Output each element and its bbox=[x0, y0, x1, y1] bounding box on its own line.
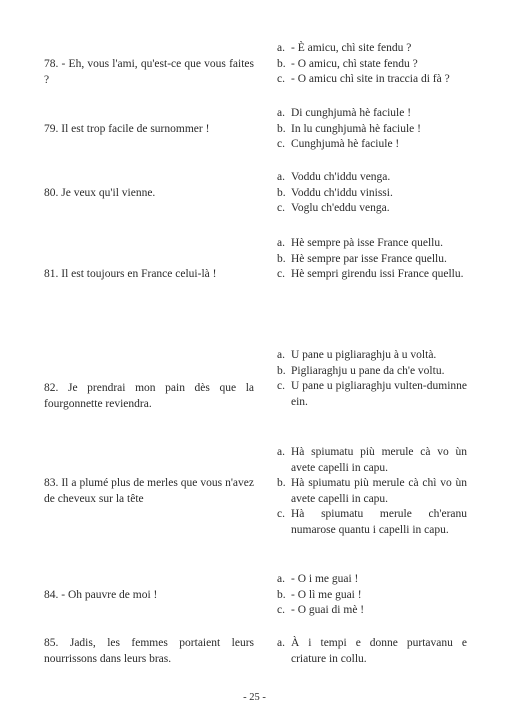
answer-list bbox=[277, 236, 467, 283]
answer-list bbox=[277, 636, 467, 667]
answer-option-b bbox=[277, 588, 467, 604]
answer-letter: b. bbox=[277, 122, 286, 135]
answer-option-a bbox=[277, 445, 467, 476]
answer-option-a bbox=[277, 170, 467, 186]
answer-option-c bbox=[277, 507, 467, 538]
answer-list bbox=[277, 572, 467, 619]
answer-letter: c. bbox=[277, 73, 285, 85]
answer-letter: a. bbox=[277, 349, 285, 361]
question-text: 80. Je veux qu'il vienne. bbox=[44, 187, 156, 199]
answer-text: - È amicu, chì site fendu ? bbox=[291, 42, 412, 54]
page-number: - 25 - bbox=[243, 692, 266, 703]
answer-letter: b. bbox=[277, 364, 286, 377]
answer-text: - O guai di mè ! bbox=[291, 604, 365, 616]
answer-text: À i tempi e donne purtavanu e criature in collu. bbox=[291, 637, 467, 665]
question-text: 85. Jadis, les femmes portaient leurs nourrissons dans leurs bras. bbox=[44, 637, 254, 665]
answer-letter: a. bbox=[277, 107, 285, 119]
question-text: 79. Il est trop facile de surnommer ! bbox=[44, 123, 210, 135]
answer-letter: b. bbox=[277, 186, 286, 199]
answer-letter: c. bbox=[277, 508, 285, 520]
answer-text: In lu cunghjumà hè faciule ! bbox=[291, 122, 421, 135]
answer-letter: a. bbox=[277, 171, 285, 183]
answer-text: Voddu ch'iddu vinissi. bbox=[291, 186, 393, 199]
answer-letter: c. bbox=[277, 138, 285, 150]
answer-list bbox=[277, 445, 467, 538]
answer-option-c bbox=[277, 72, 467, 88]
answer-letter: c. bbox=[277, 268, 285, 280]
answer-list bbox=[277, 170, 467, 217]
answer-option-c bbox=[277, 137, 467, 153]
answer-option-a bbox=[277, 348, 467, 364]
answer-text: - O amicu, chì state fendu ? bbox=[291, 57, 418, 70]
answer-option-a bbox=[277, 41, 467, 57]
answer-text: - O lì me guai ! bbox=[291, 588, 362, 601]
answer-text: U pane u pigliaraghju à u voltà. bbox=[291, 349, 437, 361]
answer-letter: b. bbox=[277, 588, 286, 601]
answer-letter: c. bbox=[277, 202, 285, 214]
answer-option-a bbox=[277, 636, 467, 667]
answer-text: Hè sempre pà isse France quellu. bbox=[291, 237, 444, 249]
answer-option-b bbox=[277, 122, 467, 138]
answer-letter: b. bbox=[277, 477, 286, 489]
answer-text: Hà spiumatu merule ch'eranu numarose quantu i capelli in capu. bbox=[291, 508, 467, 536]
answer-option-c bbox=[277, 379, 467, 410]
answer-option-b bbox=[277, 57, 467, 73]
answer-letter: c. bbox=[277, 604, 285, 616]
answer-option-a bbox=[277, 106, 467, 122]
question-text: 78. - Eh, vous l'ami, qu'est-ce que vous faites ? bbox=[44, 58, 254, 86]
answer-text: - O i me guai ! bbox=[291, 573, 359, 585]
question-text: 82. Je prendrai mon pain dès que la fourgonnette reviendra. bbox=[44, 382, 254, 410]
answer-option-a bbox=[277, 572, 467, 588]
answer-text: Hè sempre par isse France quellu. bbox=[291, 252, 447, 265]
answer-option-c bbox=[277, 201, 467, 217]
answer-text: Di cunghjumà hè faciule ! bbox=[291, 107, 412, 119]
answer-letter: a. bbox=[277, 637, 285, 649]
answer-letter: a. bbox=[277, 573, 285, 585]
answer-option-c bbox=[277, 603, 467, 619]
answer-letter: c. bbox=[277, 380, 285, 392]
answer-list bbox=[277, 106, 467, 153]
answer-list bbox=[277, 348, 467, 410]
answer-option-b bbox=[277, 186, 467, 202]
answer-option-b bbox=[277, 476, 467, 507]
answer-text: Hà spiumatu più merule cà vo ùn avete capelli in capu. bbox=[291, 446, 467, 474]
question-text: 81. Il est toujours en France celui-là ! bbox=[44, 268, 217, 280]
answer-letter: a. bbox=[277, 446, 285, 458]
answer-text: Hà spiumatu più merule cà chì vo ùn avete capelli in capu. bbox=[291, 477, 467, 505]
answer-text: Voglu ch'eddu venga. bbox=[291, 202, 390, 214]
answer-option-b bbox=[277, 252, 467, 268]
answer-option-b bbox=[277, 364, 467, 380]
answer-option-c bbox=[277, 267, 467, 283]
answer-text: Cunghjumà hè faciule ! bbox=[291, 138, 400, 150]
answer-text: Voddu ch'iddu venga. bbox=[291, 171, 391, 183]
question-text: 84. - Oh pauvre de moi ! bbox=[44, 589, 158, 601]
answer-option-a bbox=[277, 236, 467, 252]
answer-letter: b. bbox=[277, 57, 286, 70]
answer-list bbox=[277, 41, 467, 88]
answer-text: - O amicu chì site in traccia di fà ? bbox=[291, 73, 450, 85]
question-text: 83. Il a plumé plus de merles que vous n'avez de cheveux sur la tête bbox=[44, 477, 254, 505]
answer-text: U pane u pigliaraghju vulten-duminne ein. bbox=[291, 380, 467, 408]
answer-letter: b. bbox=[277, 252, 286, 265]
answer-letter: a. bbox=[277, 42, 285, 54]
answer-letter: a. bbox=[277, 237, 285, 249]
answer-text: Hè sempri girendu issi France quellu. bbox=[291, 268, 464, 280]
answer-text: Pigliaraghju u pane da ch'e voltu. bbox=[291, 364, 445, 377]
